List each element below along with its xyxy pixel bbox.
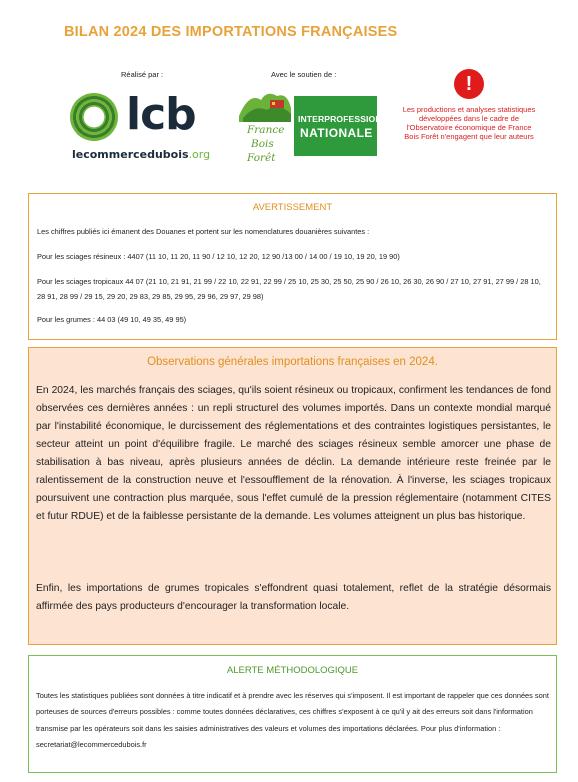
avertissement-intro: Les chiffres publiés ici émanent des Douanes et portent sur les nomenclatures douanières suivantes :: [37, 227, 370, 236]
soutien-label: Avec le soutien de :: [271, 70, 337, 79]
fbf-green-panel: [294, 96, 382, 156]
observations-paragraph-1: En 2024, les marchés français des sciages, qu'ils soient résineux ou tropicaux, confirment les tendances de fond observées ces dernières années : un repli structurel des volumes importés. Dans un contexte mondial marqué par l'instabilité économique, le durcissement des réglementations et des contraintes logistiques persistantes, le secteur atteint un point d'équilibre fragile. Le marché des sciages résineux semble amorcer une phase de stabilisation à bas niveau, après plusieurs années de déclin. La demande intérieure reste freinée par le ralentissement de la construction neuve et l'essoufflement de la rénovation. À l'inverse, les sciages tropicaux poursuivent une contraction plus marquée, sous l'effet cumulé de la pression réglementaire (notamment CITES et futur RDUE) et de la faiblesse persistante de la demande. Les volumes atteignent un plus bas historique.: [36, 385, 551, 522]
lcb-logo[interactable]: [70, 89, 211, 163]
observations-paragraph-2: Enfin, les importations de grumes tropicales s'effondrent quasi totalement, reflet de la stratégie désormais affirmée des pays producteurs d'encourager la transformation locale.: [36, 583, 551, 612]
avertissement-title: AVERTISSEMENT: [252, 202, 333, 213]
exclamation-icon: !: [454, 69, 484, 99]
france-bois-foret-logo[interactable]: [237, 86, 382, 168]
avertissement-tropicaux: Pour les sciages tropicaux 44 07 (21 10, 21 91, 21 99 / 22 10, 22 91, 22 99 / 25 10, 25 30, 25 50, 25 90 / 26 10, 26 30, 26 90 / 27 10, 27 91, 27 99 / 28 10, 28 91, 28 99 / 29 15, 29 20, 29 83, 29 85, 29 95, 29 96, 29 97, 29 98): [37, 277, 541, 301]
page-title: BILAN 2024 DES IMPORTATIONS FRANÇAISES: [64, 24, 398, 40]
lcb-wordmark: lcb: [126, 89, 196, 140]
avertissement-grumes: Pour les grumes : 44 03 (49 10, 49 35, 49 95): [37, 315, 187, 324]
fbf-word-france: France: [247, 124, 285, 136]
fbf-nationale: NATIONALE: [300, 126, 373, 140]
fbf-word-bois: Bois: [251, 138, 274, 150]
lcb-subtitle: [72, 148, 210, 161]
observations-box: [28, 347, 557, 645]
realise-label: Réalisé par :: [121, 70, 164, 79]
fbf-word-foret: Forêt: [247, 152, 276, 164]
methodologie-title: ALERTE MÉTHODOLOGIQUE: [226, 665, 359, 676]
hills-icon: [237, 86, 293, 126]
disclaimer-text: Les productions et analyses statistiques développées dans le cadre de l'Observatoire économique de France Bois Forêt n'engagent que leur auteurs: [402, 105, 536, 141]
lcb-sub-suffix: .org: [188, 148, 211, 161]
lcb-sub-prefix: lecommercedubois: [72, 148, 189, 161]
methodologie-text: Toutes les statistiques publiées sont données à titre indicatif et à prendre avec les réserves qui s'imposent. Il est important de rappeler que ces données sont porteuses de sources d'erreurs possibles : comme toutes données déclaratives, ces chiffres s'exposent à ce qu'il y ait des erreurs soit dans l'information transmise par les opérateurs soit dans les saisies administratives des valeurs et volumes des importations déclarées. Pour plus d'information : secretariat@lecommercedubois.fr: [36, 691, 549, 750]
observations-title: Observations générales importations françaises en 2024.: [147, 356, 438, 368]
avertissement-box: [28, 193, 557, 340]
lcb-ring-icon: [70, 93, 118, 141]
avertissement-resineux: Pour les sciages résineux : 4407 (11 10, 11 20, 11 90 / 12 10, 12 20, 12 90 /13 00 / 14 00 / 19 10, 19 20, 19 90): [37, 252, 400, 261]
fbf-emblem: [237, 86, 293, 168]
fbf-interprofession: INTERPROFESSION: [298, 114, 382, 124]
methodologie-box: [28, 655, 557, 773]
